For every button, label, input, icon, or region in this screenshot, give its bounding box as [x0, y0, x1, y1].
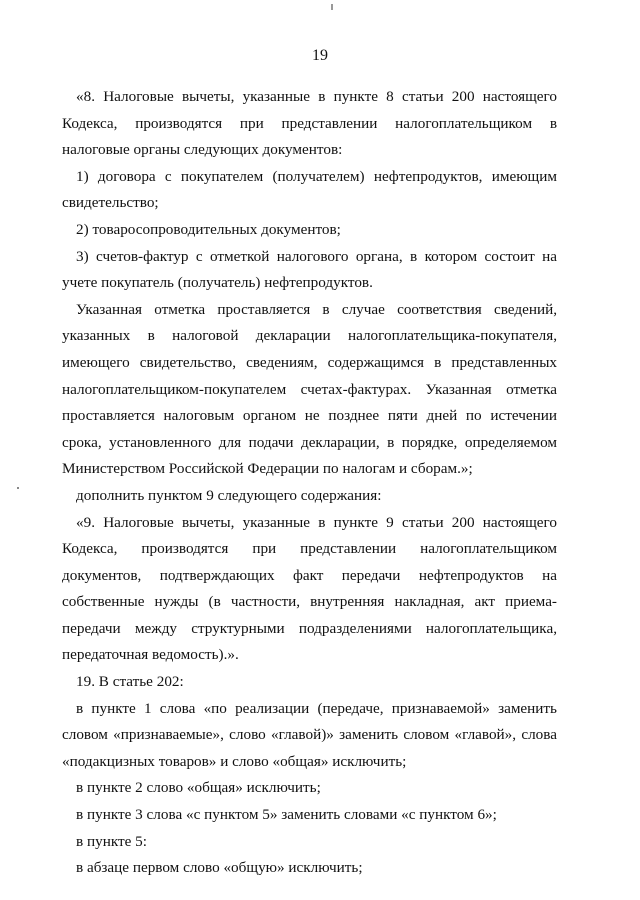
paragraph-point-2-change: в пункте 2 слово «общая» исключить; — [76, 779, 321, 797]
page-number: 19 — [312, 47, 328, 64]
paragraph-first-abzac: в абзаце первом слово «общую» исключить; — [76, 859, 363, 877]
paragraph-8-intro: «8. Налоговые вычеты, указанные в пункте 8 статьи 200 настоящего Кодекса, производятся при представлении налогоплательщиком в налоговые органы следующих документов: — [62, 88, 557, 159]
paragraph-point-3-change: в пункте 3 слова «с пунктом 5» заменить словами «с пунктом 6»; — [76, 806, 497, 824]
paragraph-item-1: 1) договора с покупателем (получателем) нефтепродуктов, имеющим свидетельство; — [62, 167, 557, 212]
paragraph-point-1-change: в пункте 1 слова «по реализации (передаче, признаваемой» заменить словом «признаваемые», слово «главой)» заменить словом «главой», слова «подакцизных товаров» и слово «общая» исключить; — [62, 699, 557, 770]
paragraph-item-3: 3) счетов-фактур с отметкой налогового органа, в котором состоит на учете покупатель (получатель) нефтепродуктов. — [62, 247, 557, 292]
paragraph-add-point-9: дополнить пунктом 9 следующего содержания: — [76, 486, 382, 504]
paragraph-mark-note: Указанная отметка проставляется в случае соответствия сведений, указанных в налоговой декларации налогоплательщика-покупателя, имеющего свидетельство, сведениям, содержащимся в представленных налогоплательщиком-покупателем счетах-фактурах. Указанная отметка проставляется налоговым органом не позднее пяти дней по истечении срока, установленного для подачи декларации, в порядке, определяемом Министерством Российской Федерации по налогам и сборам.»; — [62, 300, 557, 478]
scan-mark-side — [17, 487, 19, 489]
document-body — [62, 84, 557, 882]
scan-mark-top — [331, 4, 333, 10]
paragraph-article-202: 19. В статье 202: — [76, 673, 184, 691]
paragraph-item-2: 2) товаросопроводительных документов; — [76, 220, 341, 238]
paragraph-point-5: в пункте 5: — [76, 832, 147, 850]
paragraph-9-text: «9. Налоговые вычеты, указанные в пункте 9 статьи 200 настоящего Кодекса, производятся при представлении налогоплательщиком документов, подтверждающих факт передачи нефтепродуктов на собственные нужды (в частности, внутренняя накладная, акт приема-передачи между структурными подразделениями налогоплательщика, передаточная ведомость).». — [62, 513, 557, 664]
